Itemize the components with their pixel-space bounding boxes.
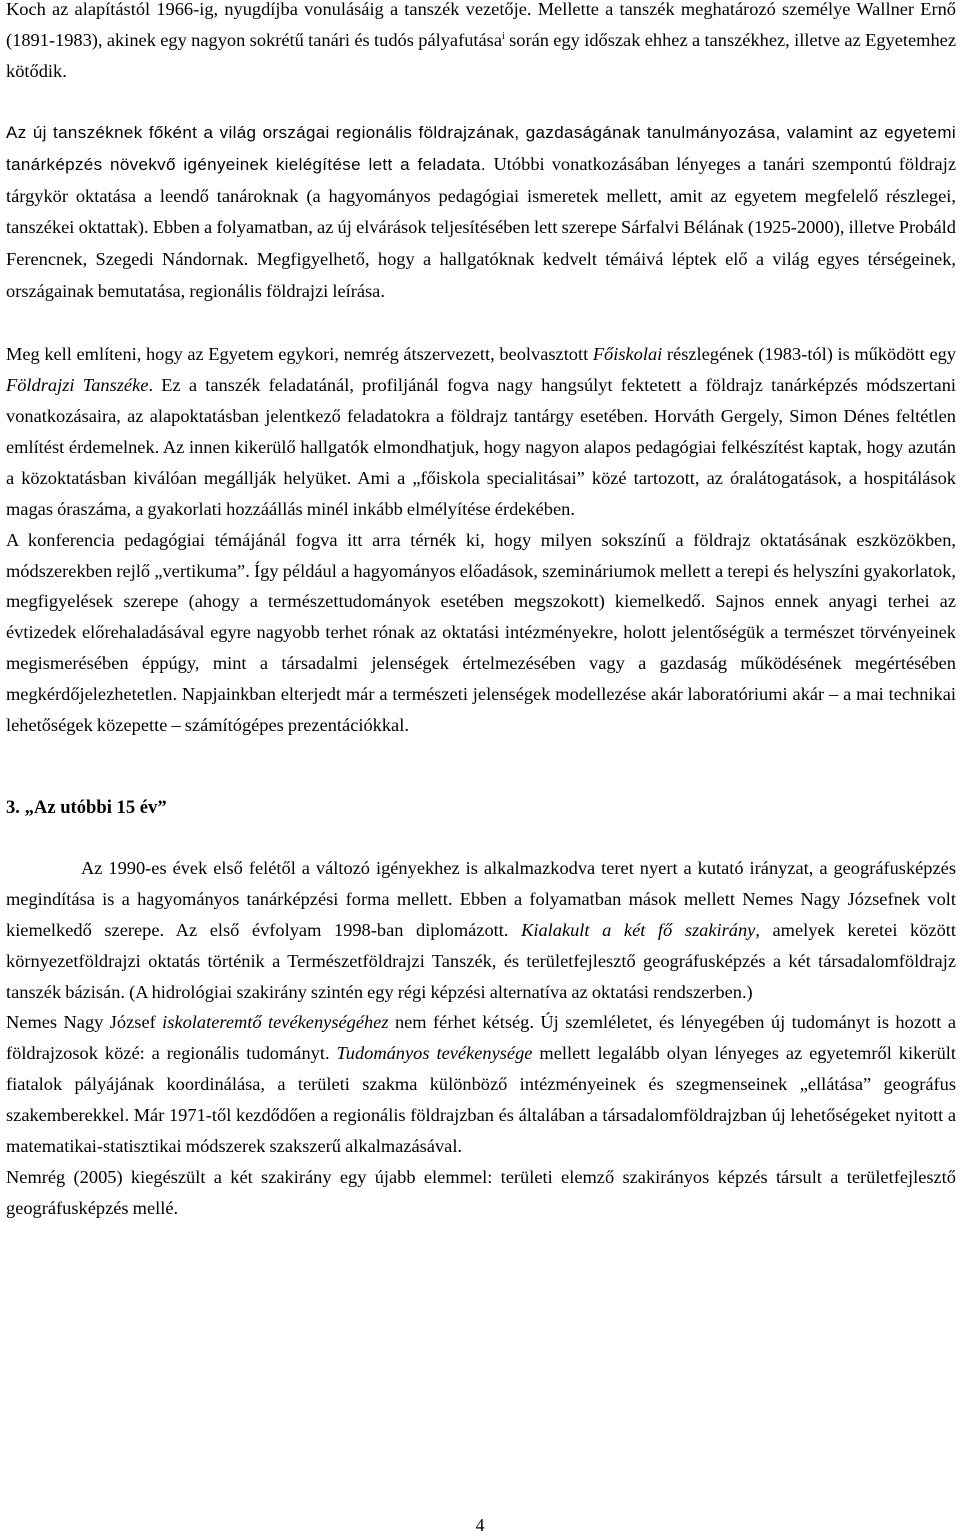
paragraph-nemes-nagy (6, 1007, 956, 1162)
italic-text: Kialakult a két fő szakirány (521, 919, 756, 940)
text-run: mellett legalább olyan lényeges az egyetemről kikerült fiatalok pályájának koordinálása, a területi szakma különböző intézményeinek és szegmenseinek „ellátása” geográfus szakemberekkel. Már 1971-től kezdődően a regionális földrajzban és általában a társadalomföldrajzban új lehetőségeket nyitott a matematikai-statisztikai módszerek szakszerű alkalmazásával. (6, 1043, 957, 1157)
paragraph-conference: A konferencia pedagógiai témájánál fogva itt arra térnék ki, hogy milyen sokszínű a földrajz oktatásának eszközökben, módszerekben rejlő „vertikuma”. Így például a hagyományos előadások, szemináriumok mellett a terepi és helyszíni gyakorlatok, megfigyelések szerepe (ahogy a természettudományok esetében megszokott) kiemelkedő. Sajnos ennek anyagi terhei az évtizedek előrehaladásával egyre nagyobb terhet rónak az oktatási intézményekre, holott jelentőségük a természet törvényeinek megismerésében éppúgy, mint a társadalmi jelenségek értelmezésében vagy a gazdaság működésének megértésében megkérdőjelezhetetlen. Napjainkban elterjedt már a természeti jelenségek modellezése akár laboratóriumi akár – a mai technikai lehetőségek közepette – számítógépes prezentációkkal. (6, 529, 956, 736)
paragraph-2005: Nemrég (2005) kiegészült a két szakirány egy újabb elemmel: területi elemző szakirányos képzés társult a területfejlesztő geográfusképzés mellé. (6, 1167, 956, 1218)
paragraph-koch (6, 0, 956, 87)
text-run: . Ez a tanszék feladatánál, profiljánál fogva nagy hangsúlyt fektetett a földrajz tanárképzés módszertani vonatkozásaira, az alapoktatásban jelentkező feladatokra a földrajz tantárgy esetében. Horváth Gergely, Simon Dénes feltétlen említést érdemelnek. Az innen kikerülő hallgatók elmondhatjuk, hogy nagyon alapos pedagógiai felkészítést kaptak, hogy azután a közoktatásban kiválóan megállják helyüket. Ami a „főiskola specialitásai” közé tartozott, az óralátogatások, a hospitálások magas óraszáma, a gyakorlati hozzáállás minél inkább elmélyítése érdekében. (6, 375, 956, 519)
text-run: Utóbbi vonatkozásában lényeges a tanári szempontú földrajz tárgykör oktatása a leendő tanároknak (a hagyományos pedagógiai ismeretek mellett, amit az egyetem megfelelő részlegei, tanszékei oktattak). Ebben a folyamatban, az új elvárások teljesítésében lett szerepe Sárfalvi Bélának (1925-2000), illetve Probáld Ferencnek, Szegedi Nándornak. Megfigyelhető, hogy a hallgatóknak kedvelt témáivá léptek elő a világ egyes térségeinek, országainak bemutatása, regionális földrajzi leírása. (6, 153, 956, 302)
text-run: Koch az alapítástól 1966-ig, nyugdíjba vonulásáig a tanszék vezetője. Mellette a tanszék meghatározó személye Wallner Ernő (1891-1983), akinek egy nagyon sokrétű tanári és tudós pályafutása (6, 0, 956, 50)
text-run: során egy időszak ehhez a tanszékhez, illetve az Egyetemhez kötődik. (6, 29, 956, 81)
italic-text: Főiskolai (592, 344, 663, 365)
text-run: Az új tanszéknek főként a világ országai regionális földrajzának, gazdaságának tanulmányozása, valamint az egyetemi tanárképzés növekvő igényeinek kielégítése lett a feladata. (6, 122, 956, 174)
italic-text: iskolateremtő tevékenységéhez (162, 1012, 389, 1033)
text-run: Meg kell említeni, hogy az Egyetem egykori, nemrég átszervezett, beolvasztott (6, 344, 593, 365)
italic-text: Földrajzi Tanszéke (6, 375, 149, 396)
paragraph-college-department (6, 339, 956, 524)
text-run: Nemes Nagy József (6, 1012, 163, 1033)
section-heading: 3. „Az utóbbi 15 év” (6, 796, 167, 818)
text-run: , amelyek keretei között környezetföldrajzi oktatás történik a Természetföldrajzi Tanszék, és területfejlesztő geográfusképzés a két társadalomföldrajz tanszék bázisán. (A hidrológiai szakirány szintén egy régi képzési alternatíva az oktatási rendszerben.) (6, 919, 956, 1002)
endnote-marker[interactable]: i (501, 30, 505, 42)
page-number: 4 (475, 1515, 485, 1535)
text-run: nem férhet kétség. Új szemléletet, és lényegében új tudományt is hozott a földrajzosok közé: a regionális tudományt. (6, 1012, 956, 1064)
text-run: Az 1990-es évek első felétől a változó igényekhez is alkalmazkodva teret nyert a kutató irányzat, a geográfusképzés megindítása is a hagyományos tanárképzési forma mellett. Ebben a folyamatban mások mellett Nemes Nagy Józsefnek volt kiemelkedő szerepe. Az első évfolyam 1998-ban diplomázott. (6, 857, 956, 940)
paragraph-1990s (6, 853, 956, 1008)
text-run: részlegének (1983-tól) is működött egy (662, 344, 956, 365)
document-page (6, 0, 956, 1224)
paragraph-new-department (6, 118, 956, 308)
italic-text: Tudományos tevékenysége (336, 1043, 533, 1064)
